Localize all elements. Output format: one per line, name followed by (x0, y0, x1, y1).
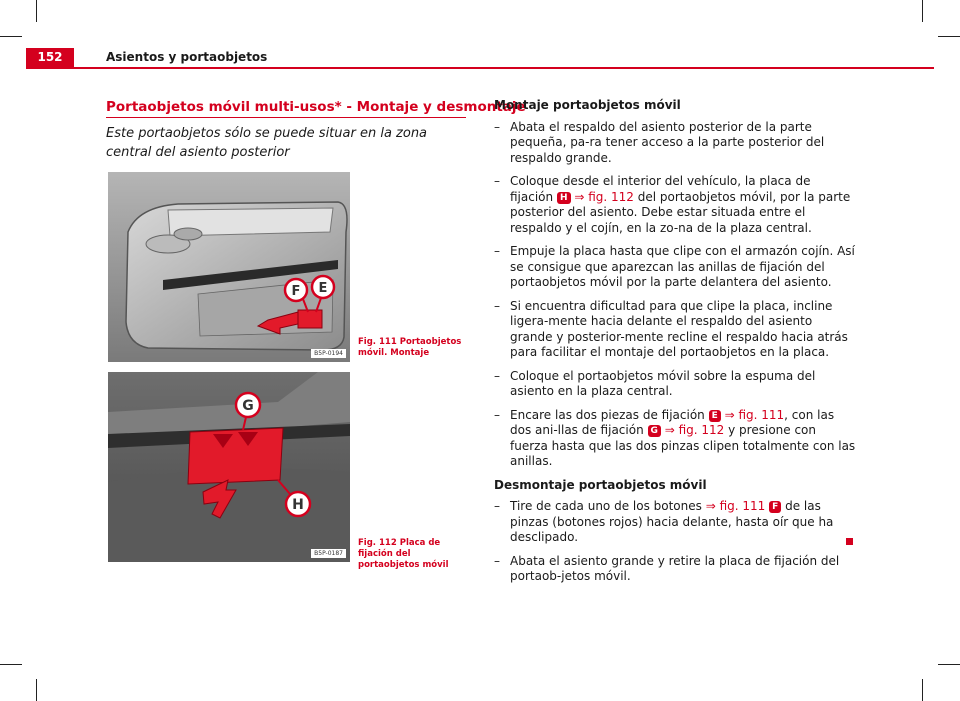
svg-text:H: H (292, 497, 304, 513)
caption-number: Fig. 112 (358, 538, 397, 548)
crop-mark (36, 0, 37, 22)
section-divider (106, 117, 466, 118)
step-text: y presione con fuerza hasta que las dos pinzas clipen totalmente con las anillas. (510, 423, 856, 468)
figure-111-caption (358, 337, 468, 359)
crop-mark (0, 36, 22, 37)
step-text: Coloque el portaobjetos móvil sobre la espuma del asiento en la plaza central. (510, 368, 816, 398)
label-badge-h: H (557, 192, 571, 204)
dismount-heading: Desmontaje portaobjetos móvil (494, 477, 707, 492)
svg-text:F: F (291, 284, 301, 299)
list-dash: – (494, 553, 500, 568)
list-item (494, 174, 856, 236)
figure-111-image (108, 172, 350, 362)
figure-112-caption (358, 538, 468, 571)
mount-heading: Montaje portaobjetos móvil (494, 98, 681, 112)
svg-text:E: E (318, 281, 328, 296)
list-item (494, 244, 856, 291)
step-text: Abata el asiento grande y retire la placa de fijación del portaob-jetos móvil. (510, 553, 840, 583)
running-header: Asientos y portaobjetos (106, 50, 268, 64)
crop-mark (938, 664, 960, 665)
step-text: Encare las dos piezas de fijación (510, 407, 705, 422)
section-end-marker (846, 538, 853, 545)
step-text: Tire de cada uno de los botones (510, 499, 702, 513)
label-badge-e: E (709, 410, 721, 422)
list-item (494, 408, 856, 470)
list-item (494, 120, 856, 167)
list-dash: – (494, 244, 500, 258)
label-badge-g: G (648, 425, 661, 437)
instructions-column (494, 98, 856, 593)
step-text: Si encuentra dificultad para que clipe la placa, incline ligera-mente hacia delante el respaldo del asiento grande y posterior-mente recline el respaldo hacia atrás para facilitar el montaje del portaobjetos en la placa. (510, 298, 848, 359)
list-dash: – (494, 174, 500, 188)
step-text: Abata el respaldo del asiento posterior de la parte pequeña, pa-ra tener acceso a la parte posterior del respaldo grande. (510, 119, 825, 165)
figure-112-image (108, 372, 350, 562)
crop-mark (938, 36, 960, 37)
figure-link[interactable]: ⇒ fig. 111 (724, 407, 785, 422)
armrest-illustration (108, 172, 350, 362)
mounting-plate-illustration (108, 372, 350, 562)
list-item (494, 499, 856, 546)
list-dash: – (494, 368, 500, 383)
list-dash: – (494, 119, 500, 134)
list-dash: – (494, 298, 500, 313)
caption-text: Placa de fijación del portaobjetos móvil (358, 538, 449, 570)
list-dash: – (494, 407, 500, 422)
crop-mark (0, 664, 22, 665)
caption-text: Portaobjetos móvil. Montaje (358, 337, 462, 358)
page-number: 152 (26, 48, 74, 67)
label-badge-f: F (769, 501, 781, 513)
step-text: , con las dos ani-llas de fijación (510, 407, 835, 437)
list-dash: – (494, 499, 500, 513)
figure-link[interactable]: ⇒ fig. 112 (664, 423, 725, 437)
figure-code: B5P-0187 (311, 549, 346, 558)
caption-number: Fig. 111 (358, 337, 397, 347)
list-item (494, 554, 856, 585)
figure-link[interactable]: ⇒ fig. 112 (574, 189, 634, 204)
svg-text:G: G (242, 398, 254, 414)
section-subtitle: Este portaobjetos sólo se puede situar en la zona central del asiento posterior (106, 126, 428, 160)
step-text: Coloque desde el interior del vehículo, la placa de fijación (510, 174, 811, 204)
figure-link[interactable]: ⇒ fig. 111 (705, 499, 766, 513)
list-item (494, 369, 856, 400)
list-item (494, 299, 856, 361)
crop-mark (922, 0, 923, 22)
section-title: Portaobjetos móvil multi-usos* - Montaje y desmontaje (106, 99, 526, 115)
step-text: Empuje la placa hasta que clipe con el armazón cojín. Así se consigue que aparezcan las anillas de fijación del portaobjetos móvil por la parte delantera del asiento. (510, 244, 855, 289)
crop-mark (36, 679, 37, 701)
header-divider (26, 67, 934, 69)
step-text: del portaobjetos móvil, por la parte posterior del asiento. Debe estar situada entre el respaldo y el cojín, en la zo-na de la plaza central. (510, 189, 851, 235)
figure-code: B5P-0194 (311, 349, 346, 358)
crop-mark (922, 679, 923, 701)
step-text: de las pinzas (botones rojos) hacia delante, hasta oír que ha desclipado. (510, 499, 834, 544)
